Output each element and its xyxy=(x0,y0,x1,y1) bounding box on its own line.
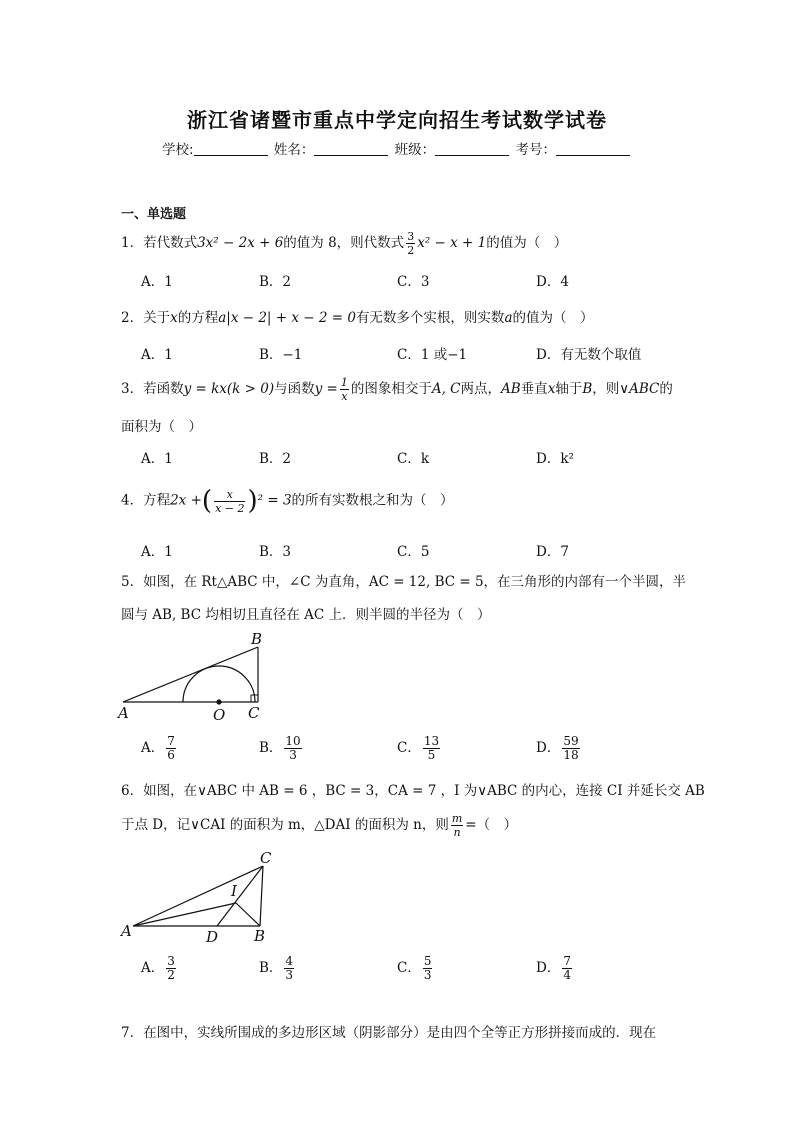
q6-option-b-frac xyxy=(284,955,294,982)
q3-triangle: ∨ABC xyxy=(619,381,660,397)
section-heading: 一、单选题 xyxy=(121,207,187,222)
q3-text-e: 垂直 xyxy=(520,381,548,397)
q1-expr1: 3x² − 2x + 6 xyxy=(197,235,284,251)
q4-right-paren: ) xyxy=(247,486,258,516)
q5-figure xyxy=(115,630,275,722)
q5-line1: 如图，在 Rt△ABC 中，∠C 为直角，AC = 12, BC = 5，在三角形的内部有一个半圆，半 xyxy=(143,574,687,590)
q3-frac-den: x xyxy=(341,390,348,403)
q3-options xyxy=(141,447,701,469)
q1-fraction xyxy=(406,230,415,257)
q6-side-ac xyxy=(133,866,263,926)
q6-label-d: D xyxy=(206,928,219,946)
q5-option-a-frac xyxy=(166,735,176,762)
q4-number: 4． xyxy=(121,492,144,509)
q1-option-a[interactable]: A．1 xyxy=(141,274,173,290)
q5-option-d[interactable] xyxy=(536,735,582,762)
question-6 xyxy=(121,779,705,799)
question-1 xyxy=(121,230,567,257)
q2-option-b[interactable]: B．−1 xyxy=(259,347,303,363)
q6-option-a-label: A． xyxy=(141,960,165,976)
q5-label-a: A xyxy=(118,704,129,722)
q6-figure xyxy=(115,848,285,948)
q3-frac-num: 1 xyxy=(340,376,348,389)
student-info-line xyxy=(0,138,794,158)
q4-option-b[interactable]: B．3 xyxy=(259,544,292,560)
q2-options xyxy=(141,343,701,365)
question-4 xyxy=(121,486,454,516)
q6-line1: 如图，在∨ABC 中 AB = 6 ，BC = 3，CA = 7 ，I 为∨ABC 的内心，连接 CI 并延长交 AB xyxy=(143,783,705,799)
q5-option-c[interactable] xyxy=(397,735,442,762)
q5-option-c-den: 5 xyxy=(427,748,436,762)
q6-segment-ib xyxy=(236,903,260,926)
q4-text-a: 方程 xyxy=(143,492,171,509)
q5-option-b[interactable] xyxy=(259,735,304,762)
q4-frac-num: x xyxy=(214,488,245,502)
q3-text-g: ，则 xyxy=(592,381,620,397)
q4-option-d[interactable]: D．7 xyxy=(536,544,569,560)
question-3 xyxy=(121,376,673,403)
q5-option-a[interactable] xyxy=(141,735,178,762)
q5-label-c: C xyxy=(248,704,260,722)
q4-expr-pre: 2x + xyxy=(170,492,202,509)
q6-option-a[interactable] xyxy=(141,955,178,982)
q4-text-b: 的所有实数根之和为（ ） xyxy=(291,492,454,509)
q4-option-a[interactable]: A．1 xyxy=(141,544,173,560)
q1-text-a: 若代数式 xyxy=(143,235,198,251)
q5-option-c-frac xyxy=(423,735,440,762)
q3-number: 3． xyxy=(121,381,144,397)
q5-option-b-label: B． xyxy=(259,740,283,756)
q2-option-d[interactable]: D．有无数个取值 xyxy=(536,347,642,363)
q4-option-c[interactable]: C．5 xyxy=(397,544,430,560)
q3-fraction xyxy=(340,376,349,403)
q2-var-a: a xyxy=(504,310,513,326)
name-label: 姓名： xyxy=(273,142,315,158)
q6-option-d-frac xyxy=(562,955,572,982)
q6-option-b-label: B． xyxy=(259,960,283,976)
question-6-line2 xyxy=(121,812,517,839)
q5-option-a-num: 7 xyxy=(167,734,175,748)
q3-option-b[interactable]: B．2 xyxy=(259,451,292,467)
q6-segment-cd xyxy=(217,866,263,926)
q6-option-a-den: 2 xyxy=(167,968,175,982)
q5-option-b-frac xyxy=(284,735,301,762)
q5-semicircle xyxy=(183,666,255,702)
q5-option-d-den: 18 xyxy=(563,748,579,762)
exam-number-blank xyxy=(556,143,630,156)
q3-text-d: 两点， xyxy=(460,381,502,397)
q3-text-c: 的图象相交于 xyxy=(350,381,432,397)
q5-option-b-den: 3 xyxy=(289,748,297,762)
q6-option-d[interactable] xyxy=(536,955,574,982)
q6-line2-b: =（ ） xyxy=(465,817,518,833)
q3-text-h: 的 xyxy=(659,381,673,397)
q5-option-b-num: 10 xyxy=(285,734,301,748)
school-blank xyxy=(194,143,268,156)
q1-text-b: 的值为 8，则代数式 xyxy=(283,235,405,251)
q6-option-c-den: 3 xyxy=(423,968,432,982)
q4-frac-den: x − 2 xyxy=(215,501,245,515)
q1-options xyxy=(141,270,701,292)
q2-text-d: 的值为（ ） xyxy=(512,310,594,326)
q4-left-paren: ( xyxy=(201,486,213,516)
q3-option-c[interactable]: C．k xyxy=(397,451,430,467)
q1-option-b[interactable]: B．2 xyxy=(259,274,292,290)
q3-expr2: y = xyxy=(314,381,338,397)
q6-option-d-num: 7 xyxy=(563,954,571,968)
q5-side-ab xyxy=(123,647,258,702)
q6-fraction xyxy=(451,812,463,839)
q3-option-a[interactable]: A．1 xyxy=(141,451,173,467)
q3-points: A, C xyxy=(431,381,461,397)
q3-text-f: 轴于 xyxy=(555,381,583,397)
q1-frac-num: 3 xyxy=(407,230,415,243)
q3-b: B xyxy=(582,381,593,397)
question-5-line2: 圆与 AB, BC 均相切且直径在 AC 上．则半圆的半径为（ ） xyxy=(121,607,491,623)
question-3-line2: 面积为（ ） xyxy=(121,419,202,435)
q2-text-a: 关于 xyxy=(143,310,171,326)
q1-option-c[interactable]: C．3 xyxy=(397,274,430,290)
school-label: 学校: xyxy=(162,142,194,158)
q2-text-b: 的方程 xyxy=(177,310,219,326)
q2-number: 2． xyxy=(121,310,144,326)
q4-fraction xyxy=(214,488,245,515)
q5-option-c-label: C． xyxy=(397,740,421,756)
q6-option-b-num: 4 xyxy=(285,954,294,968)
q6-label-b: B xyxy=(254,927,266,945)
q1-frac-den: 2 xyxy=(407,244,415,257)
q3-ab: AB xyxy=(501,381,521,397)
q6-options xyxy=(141,955,701,991)
q2-var-x: x xyxy=(170,310,178,326)
q5-option-a-den: 6 xyxy=(167,748,175,762)
q5-option-d-label: D． xyxy=(536,740,561,756)
q1-text-c: 的值为（ ） xyxy=(486,235,568,251)
question-5 xyxy=(121,570,686,590)
q6-option-a-frac xyxy=(166,955,176,982)
q5-option-d-frac xyxy=(562,735,579,762)
q2-expr: a|x − 2| + x − 2 = 0 xyxy=(218,310,356,326)
q2-text-c: 有无数多个实根，则实数 xyxy=(355,310,505,326)
class-label: 班级： xyxy=(394,142,436,158)
name-blank xyxy=(314,143,388,156)
q6-option-b-den: 3 xyxy=(285,968,294,982)
q6-option-c-label: C． xyxy=(397,960,421,976)
q6-option-c[interactable] xyxy=(397,955,434,982)
q6-frac-num: m xyxy=(451,812,463,825)
q6-number: 6． xyxy=(121,783,144,799)
q6-option-d-den: 4 xyxy=(563,968,571,982)
q6-option-a-num: 3 xyxy=(167,954,175,968)
q6-label-c: C xyxy=(260,849,272,867)
q6-label-i: I xyxy=(231,882,237,900)
q6-option-b[interactable] xyxy=(259,955,296,982)
q5-options xyxy=(141,735,701,771)
q6-option-c-frac xyxy=(423,955,433,982)
q1-option-d[interactable]: D．4 xyxy=(536,274,569,290)
q6-frac-den: n xyxy=(453,826,461,839)
q6-side-bc xyxy=(260,866,263,926)
q6-label-a: A xyxy=(121,922,132,940)
q5-center-dot xyxy=(216,699,221,704)
q4-options xyxy=(141,540,701,562)
q5-number: 5． xyxy=(121,574,144,590)
q3-xaxis: x xyxy=(547,381,556,397)
q3-text-a: 若函数 xyxy=(143,381,184,397)
q3-text-b: 与函数 xyxy=(274,381,315,397)
q5-label-b: B xyxy=(251,630,263,648)
q6-segment-ai xyxy=(133,903,236,926)
q1-number: 1． xyxy=(121,235,144,251)
q2-option-c[interactable]: C．1 或−1 xyxy=(397,347,468,363)
q5-label-o: O xyxy=(213,706,226,722)
q2-option-a[interactable]: A．1 xyxy=(141,347,173,363)
q3-expr1: y = kx(k > 0) xyxy=(183,381,275,397)
class-blank xyxy=(435,143,509,156)
q4-expr-post: ² = 3 xyxy=(257,492,292,509)
q5-option-d-num: 59 xyxy=(563,734,579,748)
q1-expr2: x² − x + 1 xyxy=(417,235,487,251)
q5-option-c-num: 13 xyxy=(423,734,440,748)
q6-option-c-num: 5 xyxy=(423,954,432,968)
q5-option-a-label: A． xyxy=(141,740,165,756)
question-2 xyxy=(121,306,594,326)
q6-line2-a: 于点 D，记∨CAI 的面积为 m，△DAI 的面积为 n，则 xyxy=(121,817,449,833)
question-7: 7．在图中，实线所围成的多边形区域（阴影部分）是由四个全等正方形拼接而成的．现在 xyxy=(121,1025,657,1041)
exam-number-label: 考号： xyxy=(515,142,556,158)
page-title: 浙江省诸暨市重点中学定向招生考试数学试卷 xyxy=(187,108,607,132)
q6-option-d-label: D． xyxy=(536,960,561,976)
q3-option-d[interactable]: D．k² xyxy=(536,451,574,467)
